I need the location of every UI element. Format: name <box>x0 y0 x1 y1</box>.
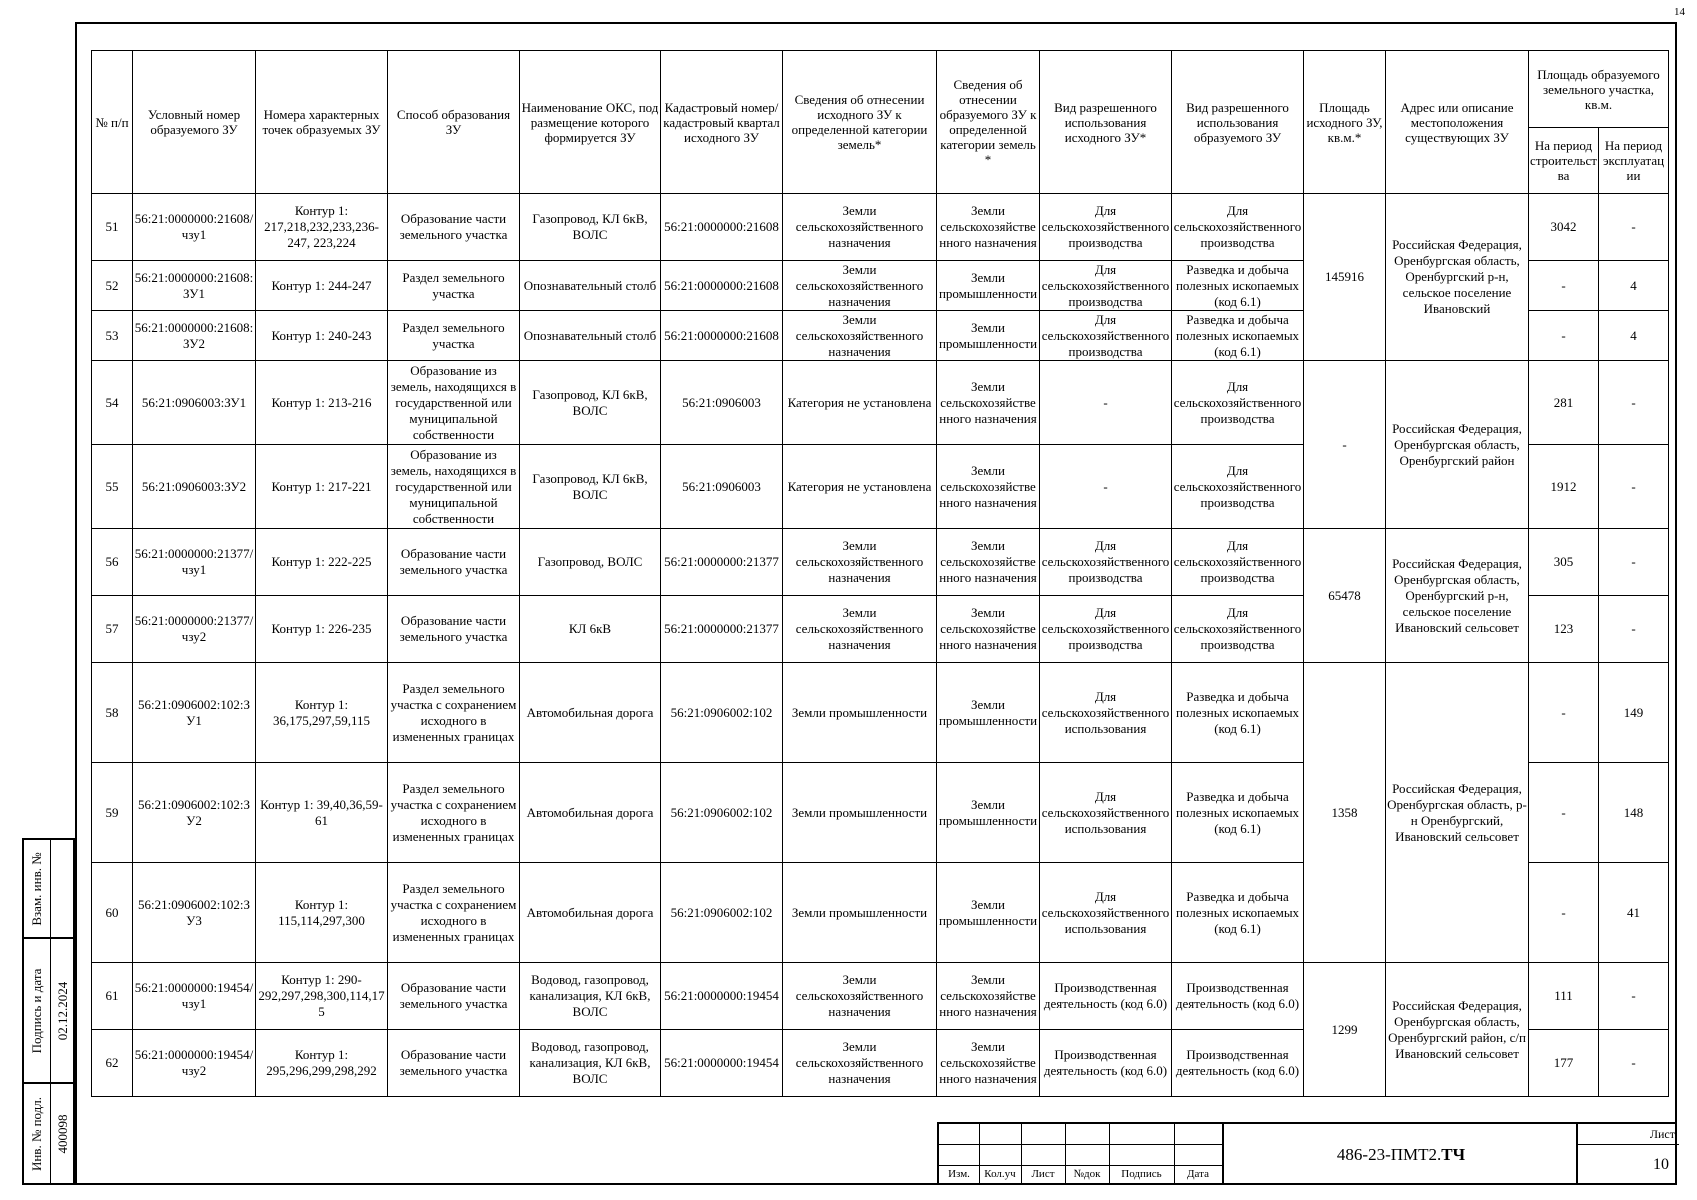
cell-build: 177 <box>1529 1030 1599 1097</box>
cell-num: 55 <box>92 445 133 529</box>
cell-address: Российская Федерация, Оренбургская область, Оренбургский р-н, сельское поселение Ивановский сельсовет <box>1386 529 1529 663</box>
cell-build: 123 <box>1529 596 1599 663</box>
sheet-box <box>1576 1124 1679 1185</box>
cell-cad: 56:21:0906002:102 <box>661 763 783 863</box>
cell-cat-new: Земли сельскохозяйственного назначения <box>937 529 1040 596</box>
header-method: Способ образования ЗУ <box>388 51 520 194</box>
cell-num: 62 <box>92 1030 133 1097</box>
header-address: Адрес или описание местоположения существующих ЗУ <box>1386 51 1529 194</box>
stamp-grid <box>939 1124 1222 1185</box>
side-date-value: 02.12.2024 <box>55 981 70 1040</box>
cell-cad: 56:21:0000000:21608 <box>661 311 783 361</box>
stamp-podp: Подпись <box>1121 1168 1162 1180</box>
cell-oks: Опознавательный столб <box>520 261 661 311</box>
cell-oks: Опознавательный столб <box>520 311 661 361</box>
cell-cad: 56:21:0000000:19454 <box>661 963 783 1030</box>
table-row <box>92 194 1669 261</box>
document-code-prefix: 486-23-ПМТ2. <box>1336 1144 1442 1164</box>
cell-cat-src: Земли сельскохозяйственного назначения <box>783 194 937 261</box>
cell-oks: Газопровод, КЛ 6кВ, ВОЛС <box>520 445 661 529</box>
cell-cat-src: Земли промышленности <box>783 663 937 763</box>
cell-use-new: Для сельскохозяйственного производства <box>1172 194 1304 261</box>
cell-method: Раздел земельного участка с сохранением исходного в измененных границах <box>388 863 520 963</box>
cell-exploit: 4 <box>1599 311 1669 361</box>
side-panel-inv <box>22 1082 75 1185</box>
sheet-label: Лист <box>1578 1124 1679 1145</box>
document-code <box>1222 1124 1578 1185</box>
cell-points: Контур 1: 217,218,232,233,236-247, 223,224 <box>256 194 388 261</box>
cell-cat-new: Земли сельскохозяйственного назначения <box>937 1030 1040 1097</box>
cell-cat-src: Категория не установлена <box>783 361 937 445</box>
stamp-list: Лист <box>1031 1168 1055 1180</box>
cell-exploit: 41 <box>1599 863 1669 963</box>
cell-oks: Газопровод, КЛ 6кВ, ВОЛС <box>520 361 661 445</box>
cell-area-src: 145916 <box>1304 194 1386 361</box>
sheet-number: 10 <box>1653 1156 1669 1173</box>
cell-cond: 56:21:0906002:102:ЗУ3 <box>133 863 256 963</box>
cell-use-new: Разведка и добыча полезных ископаемых (код 6.1) <box>1172 311 1304 361</box>
cell-points: Контур 1: 295,296,299,298,292 <box>256 1030 388 1097</box>
cell-use-src: Для сельскохозяйственного производства <box>1040 311 1172 361</box>
cell-cond: 56:21:0000000:21608/чзу1 <box>133 194 256 261</box>
cell-method: Образование части земельного участка <box>388 1030 520 1097</box>
cell-cad: 56:21:0000000:21608 <box>661 194 783 261</box>
cell-use-src: Для сельскохозяйственного использования <box>1040 663 1172 763</box>
stamp-kol: Кол.уч <box>984 1168 1016 1180</box>
cell-build: - <box>1529 663 1599 763</box>
cell-method: Образование из земель, находящихся в государственной или муниципальной собственности <box>388 361 520 445</box>
cell-cat-src: Земли промышленности <box>783 863 937 963</box>
cell-build: - <box>1529 763 1599 863</box>
cell-cat-src: Земли сельскохозяйственного назначения <box>783 963 937 1030</box>
cell-cad: 56:21:0906003 <box>661 445 783 529</box>
cell-area-src: 1358 <box>1304 663 1386 963</box>
cell-cat-src: Земли сельскохозяйственного назначения <box>783 596 937 663</box>
cell-exploit: - <box>1599 963 1669 1030</box>
cell-build: - <box>1529 863 1599 963</box>
header-cat-new: Сведения об отнесении образуемого ЗУ к определенной категории земель * <box>937 51 1040 194</box>
cell-method: Образование части земельного участка <box>388 963 520 1030</box>
cell-points: Контур 1: 222-225 <box>256 529 388 596</box>
cell-cat-new: Земли промышленности <box>937 663 1040 763</box>
header-cat-src: Сведения об отнесении исходного ЗУ к определенной категории земель* <box>783 51 937 194</box>
header-cond-num: Условный номер образуемого ЗУ <box>133 51 256 194</box>
stamp-ndok: №док <box>1073 1168 1101 1180</box>
cell-cond: 56:21:0000000:21608:ЗУ1 <box>133 261 256 311</box>
cell-use-new: Разведка и добыча полезных ископаемых (код 6.1) <box>1172 763 1304 863</box>
cell-cat-new: Земли промышленности <box>937 863 1040 963</box>
cell-cad: 56:21:0000000:19454 <box>661 1030 783 1097</box>
cell-use-new: Производственная деятельность (код 6.0) <box>1172 1030 1304 1097</box>
cell-points: Контур 1: 36,175,297,59,115 <box>256 663 388 763</box>
header-oks: Наименование ОКС, под размещение которого формируется ЗУ <box>520 51 661 194</box>
page-number: 14 <box>1674 6 1685 18</box>
cell-cat-src: Земли промышленности <box>783 763 937 863</box>
cell-address: Российская Федерация, Оренбургская область, Оренбургский район, с/п Ивановский сельсовет <box>1386 963 1529 1097</box>
cell-address: Российская Федерация, Оренбургская область, р-н Оренбургский, Ивановский сельсовет <box>1386 663 1529 963</box>
header-area-build: На период строительства <box>1529 128 1599 194</box>
title-block <box>937 1122 1677 1185</box>
cell-num: 52 <box>92 261 133 311</box>
cell-method: Раздел земельного участка с сохранением исходного в измененных границах <box>388 663 520 763</box>
cell-address: Российская Федерация, Оренбургская область, Оренбургский район <box>1386 361 1529 529</box>
cell-address: Российская Федерация, Оренбургская область, Оренбургский р-н, сельское поселение Ивановский <box>1386 194 1529 361</box>
cell-oks: Газопровод, КЛ 6кВ, ВОЛС <box>520 194 661 261</box>
cell-build: 281 <box>1529 361 1599 445</box>
cell-num: 57 <box>92 596 133 663</box>
cell-cond: 56:21:0000000:21377/чзу2 <box>133 596 256 663</box>
cell-cat-src: Земли сельскохозяйственного назначения <box>783 529 937 596</box>
cell-cond: 56:21:0000000:19454/чзу2 <box>133 1030 256 1097</box>
cell-use-new: Разведка и добыча полезных ископаемых (код 6.1) <box>1172 261 1304 311</box>
side-inv-number: 400098 <box>55 1114 70 1153</box>
cell-cat-new: Земли сельскохозяйственного назначения <box>937 596 1040 663</box>
cell-use-src: Для сельскохозяйственного использования <box>1040 763 1172 863</box>
cell-oks: Автомобильная дорога <box>520 863 661 963</box>
cell-use-new: Для сельскохозяйственного производства <box>1172 596 1304 663</box>
cell-points: Контур 1: 240-243 <box>256 311 388 361</box>
header-area-group: Площадь образуемого земельного участка, кв.м. <box>1529 51 1669 128</box>
header-use-new: Вид разрешенного использования образуемого ЗУ <box>1172 51 1304 194</box>
cell-use-new: Для сельскохозяйственного производства <box>1172 361 1304 445</box>
cell-points: Контур 1: 244-247 <box>256 261 388 311</box>
cell-use-new: Производственная деятельность (код 6.0) <box>1172 963 1304 1030</box>
cell-points: Контур 1: 226-235 <box>256 596 388 663</box>
cell-exploit: - <box>1599 596 1669 663</box>
cell-points: Контур 1: 115,114,297,300 <box>256 863 388 963</box>
cell-num: 60 <box>92 863 133 963</box>
cell-use-src: - <box>1040 445 1172 529</box>
cell-cad: 56:21:0906002:102 <box>661 663 783 763</box>
table-row <box>92 663 1669 763</box>
header-cadastre: Кадастровый номер/ кадастровый квартал исходного ЗУ <box>661 51 783 194</box>
cell-cond: 56:21:0906003:ЗУ1 <box>133 361 256 445</box>
cell-area-src: 65478 <box>1304 529 1386 663</box>
stamp-izm: Изм. <box>948 1168 970 1180</box>
cell-method: Образование части земельного участка <box>388 529 520 596</box>
header-use-src: Вид разрешенного использования исходного ЗУ* <box>1040 51 1172 194</box>
cell-cat-new: Земли промышленности <box>937 763 1040 863</box>
cell-build: - <box>1529 311 1599 361</box>
land-plots-table <box>91 50 1669 1097</box>
cell-points: Контур 1: 39,40,36,59-61 <box>256 763 388 863</box>
cell-points: Контур 1: 290-292,297,298,300,114,175 <box>256 963 388 1030</box>
cell-cat-new: Земли сельскохозяйственного назначения <box>937 194 1040 261</box>
cell-build: 1912 <box>1529 445 1599 529</box>
cell-cond: 56:21:0000000:21608:ЗУ2 <box>133 311 256 361</box>
cell-oks: Автомобильная дорога <box>520 763 661 863</box>
document-code-suffix: ТЧ <box>1441 1144 1466 1164</box>
cell-use-src: Для сельскохозяйственного использования <box>1040 863 1172 963</box>
side-podpis-label: Подпись и дата <box>29 968 44 1053</box>
cell-method: Раздел земельного участка с сохранением исходного в измененных границах <box>388 763 520 863</box>
cell-num: 56 <box>92 529 133 596</box>
cell-build: 305 <box>1529 529 1599 596</box>
cell-build: 3042 <box>1529 194 1599 261</box>
cell-cad: 56:21:0906003 <box>661 361 783 445</box>
header-area-src: Площадь исходного ЗУ, кв.м.* <box>1304 51 1386 194</box>
cell-use-src: Для сельскохозяйственного производства <box>1040 596 1172 663</box>
cell-oks: Газопровод, ВОЛС <box>520 529 661 596</box>
cell-build: - <box>1529 261 1599 311</box>
cell-use-src: - <box>1040 361 1172 445</box>
cell-use-src: Для сельскохозяйственного производства <box>1040 529 1172 596</box>
cell-exploit: - <box>1599 361 1669 445</box>
cell-cat-src: Земли сельскохозяйственного назначения <box>783 1030 937 1097</box>
cell-build: 111 <box>1529 963 1599 1030</box>
cell-oks: Автомобильная дорога <box>520 663 661 763</box>
cell-cat-new: Земли сельскохозяйственного назначения <box>937 963 1040 1030</box>
cell-use-src: Производственная деятельность (код 6.0) <box>1040 1030 1172 1097</box>
cell-method: Образование части земельного участка <box>388 596 520 663</box>
cell-exploit: - <box>1599 529 1669 596</box>
cell-exploit: - <box>1599 194 1669 261</box>
cell-oks: Водовод, газопровод, канализация, КЛ 6кВ, ВОЛС <box>520 1030 661 1097</box>
cell-method: Раздел земельного участка <box>388 261 520 311</box>
cell-method: Образование из земель, находящихся в государственной или муниципальной собственности <box>388 445 520 529</box>
cell-exploit: 148 <box>1599 763 1669 863</box>
side-panel-podpis <box>22 937 75 1084</box>
cell-cat-src: Земли сельскохозяйственного назначения <box>783 261 937 311</box>
header-points: Номера характерных точек образуемых ЗУ <box>256 51 388 194</box>
cell-use-src: Производственная деятельность (код 6.0) <box>1040 963 1172 1030</box>
cell-use-new: Для сельскохозяйственного производства <box>1172 529 1304 596</box>
header-num: № п/п <box>92 51 133 194</box>
side-inv-label: Инв. № подл. <box>29 1096 44 1171</box>
cell-num: 53 <box>92 311 133 361</box>
cell-area-src: 1299 <box>1304 963 1386 1097</box>
cell-use-new: Разведка и добыча полезных ископаемых (код 6.1) <box>1172 863 1304 963</box>
cell-cat-new: Земли сельскохозяйственного назначения <box>937 445 1040 529</box>
table-row <box>92 529 1669 596</box>
cell-use-new: Для сельскохозяйственного производства <box>1172 445 1304 529</box>
cell-exploit: 4 <box>1599 261 1669 311</box>
side-panel-vzam <box>22 838 75 939</box>
cell-cond: 56:21:0000000:19454/чзу1 <box>133 963 256 1030</box>
cell-num: 59 <box>92 763 133 863</box>
cell-method: Образование части земельного участка <box>388 194 520 261</box>
cell-cad: 56:21:0000000:21608 <box>661 261 783 311</box>
cell-use-new: Разведка и добыча полезных ископаемых (код 6.1) <box>1172 663 1304 763</box>
cell-cond: 56:21:0000000:21377/чзу1 <box>133 529 256 596</box>
cell-cond: 56:21:0906002:102:ЗУ2 <box>133 763 256 863</box>
cell-oks: КЛ 6кВ <box>520 596 661 663</box>
cell-cad: 56:21:0906002:102 <box>661 863 783 963</box>
cell-exploit: - <box>1599 1030 1669 1097</box>
cell-exploit: - <box>1599 445 1669 529</box>
header-area-exploit: На период эксплуатации <box>1599 128 1669 194</box>
cell-use-src: Для сельскохозяйственного производства <box>1040 261 1172 311</box>
cell-cond: 56:21:0906002:102:ЗУ1 <box>133 663 256 763</box>
cell-num: 51 <box>92 194 133 261</box>
cell-oks: Водовод, газопровод, канализация, КЛ 6кВ, ВОЛС <box>520 963 661 1030</box>
cell-cad: 56:21:0000000:21377 <box>661 529 783 596</box>
cell-cat-src: Категория не установлена <box>783 445 937 529</box>
cell-points: Контур 1: 213-216 <box>256 361 388 445</box>
cell-exploit: 149 <box>1599 663 1669 763</box>
cell-cat-new: Земли промышленности <box>937 261 1040 311</box>
cell-cat-new: Земли сельскохозяйственного назначения <box>937 361 1040 445</box>
side-vzam-label: Взам. инв. № <box>29 851 44 926</box>
cell-num: 54 <box>92 361 133 445</box>
cell-area-src: - <box>1304 361 1386 529</box>
cell-cat-src: Земли сельскохозяйственного назначения <box>783 311 937 361</box>
cell-method: Раздел земельного участка <box>388 311 520 361</box>
table-row <box>92 963 1669 1030</box>
cell-cat-new: Земли промышленности <box>937 311 1040 361</box>
stamp-data: Дата <box>1187 1168 1209 1180</box>
cell-num: 58 <box>92 663 133 763</box>
cell-cad: 56:21:0000000:21377 <box>661 596 783 663</box>
table-row <box>92 361 1669 445</box>
cell-use-src: Для сельскохозяйственного производства <box>1040 194 1172 261</box>
cell-num: 61 <box>92 963 133 1030</box>
cell-points: Контур 1: 217-221 <box>256 445 388 529</box>
cell-cond: 56:21:0906003:ЗУ2 <box>133 445 256 529</box>
